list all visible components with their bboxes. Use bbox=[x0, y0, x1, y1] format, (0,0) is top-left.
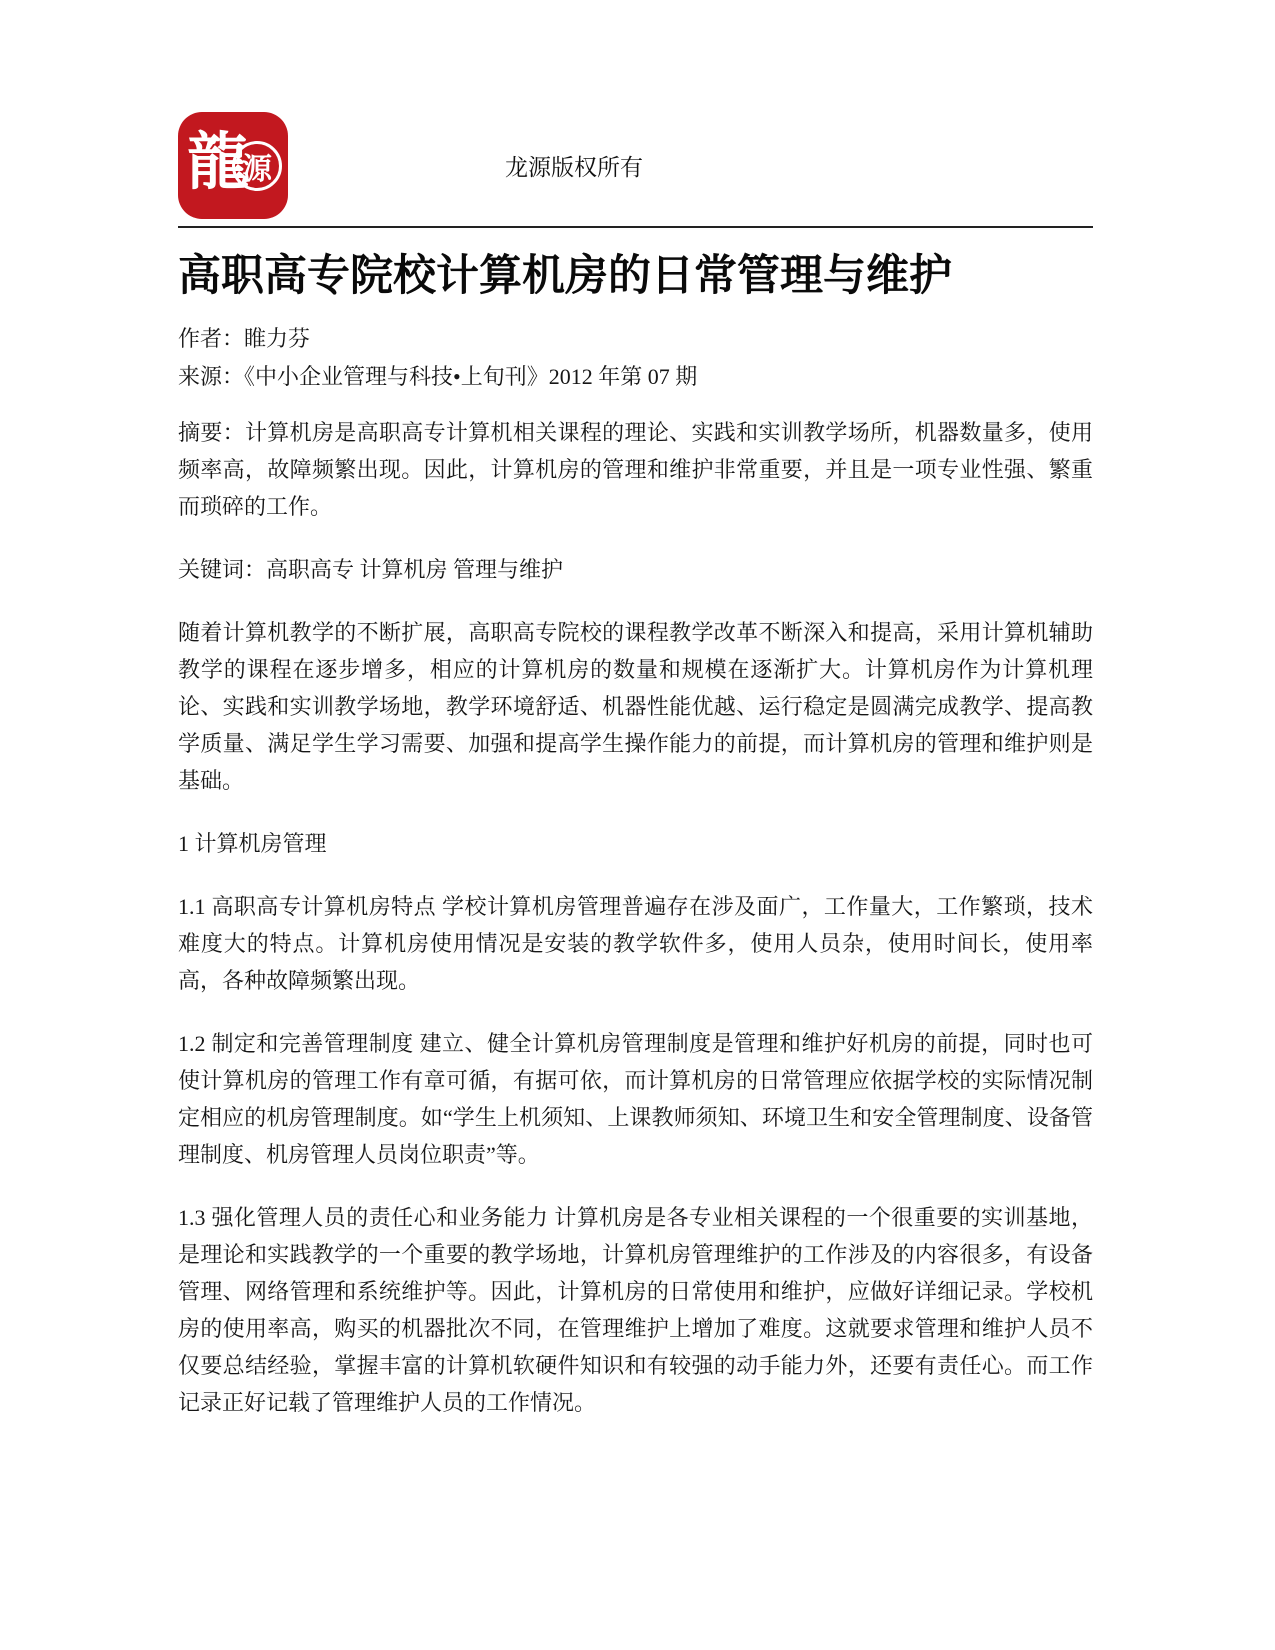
article-title: 高职高专院校计算机房的日常管理与维护 bbox=[178, 253, 952, 300]
section-1-2-paragraph: 1.2 制定和完善管理制度 建立、健全计算机房管理制度是管理和维护好机房的前提，同时也可使计算机房的管理工作有章可循，有据可依，而计算机房的日常管理应依据学校的实际情况制定相应的机房管理制度。如“学生上机须知、上课教师须知、环境卫生和安全管理制度、设备管理制度、机房管理人员岗位职责”等。 bbox=[178, 1031, 1093, 1167]
section-1-3-paragraph: 1.3 强化管理人员的责任心和业务能力 计算机房是各专业相关课程的一个很重要的实训基地，是理论和实践教学的一个重要的教学场地，计算机房管理维护的工作涉及的内容很多，有设备管理、网络管理和系统维护等。因此，计算机房的日常使用和维护，应做好详细记录。学校机房的使用率高，购买的机器批次不同，在管理维护上增加了难度。这就要求管理和维护人员不仅要总结经验，掌握丰富的计算机软硬件知识和有较强的动手能力外，还要有责任心。而工作记录正好记载了管理维护人员的工作情况。 bbox=[178, 1205, 1093, 1415]
page-header bbox=[0, 0, 1093, 219]
article-body bbox=[178, 414, 1093, 1421]
source-line: 来源：《中小企业管理与科技•上旬刊》2012 年第 07 期 bbox=[178, 364, 698, 389]
copyright-notice: 龙源版权所有 bbox=[505, 155, 643, 180]
section-1-heading: 1 计算机房管理 bbox=[178, 831, 327, 856]
intro-paragraph: 随着计算机教学的不断扩展，高职高专院校的课程教学改革不断深入和提高，采用计算机辅助教学的课程在逐步增多，相应的计算机房的数量和规模在逐渐扩大。计算机房作为计算机理论、实践和实训教学场地，教学环境舒适、机器性能优越、运行稳定是圆满完成教学、提高教学质量、满足学生学习需要、加强和提高学生操作能力的前提，而计算机房的管理和维护则是基础。 bbox=[178, 620, 1093, 793]
author-line: 作者：睢力芬 bbox=[178, 326, 311, 351]
keywords-line: 关键词：高职高专 计算机房 管理与维护 bbox=[178, 557, 564, 582]
logo-seal-character-yuan: 源 bbox=[242, 153, 272, 186]
header-divider bbox=[178, 226, 1093, 228]
logo-seal-ring bbox=[232, 141, 282, 191]
abstract-paragraph: 摘要：计算机房是高职高专计算机相关课程的理论、实践和实训教学场所，机器数量多，使用频率高，故障频繁出现。因此，计算机房的管理和维护非常重要，并且是一项专业性强、繁重而琐碎的工作。 bbox=[178, 420, 1093, 519]
longyuan-logo bbox=[178, 112, 288, 219]
logo-seal-character-long: 龍 bbox=[187, 129, 250, 197]
section-1-1-paragraph: 1.1 高职高专计算机房特点 学校计算机房管理普遍存在涉及面广，工作量大，工作繁琐，技术难度大的特点。计算机房使用情况是安装的教学软件多，使用人员杂，使用时间长，使用率高，各种故障频繁出现。 bbox=[178, 894, 1093, 993]
